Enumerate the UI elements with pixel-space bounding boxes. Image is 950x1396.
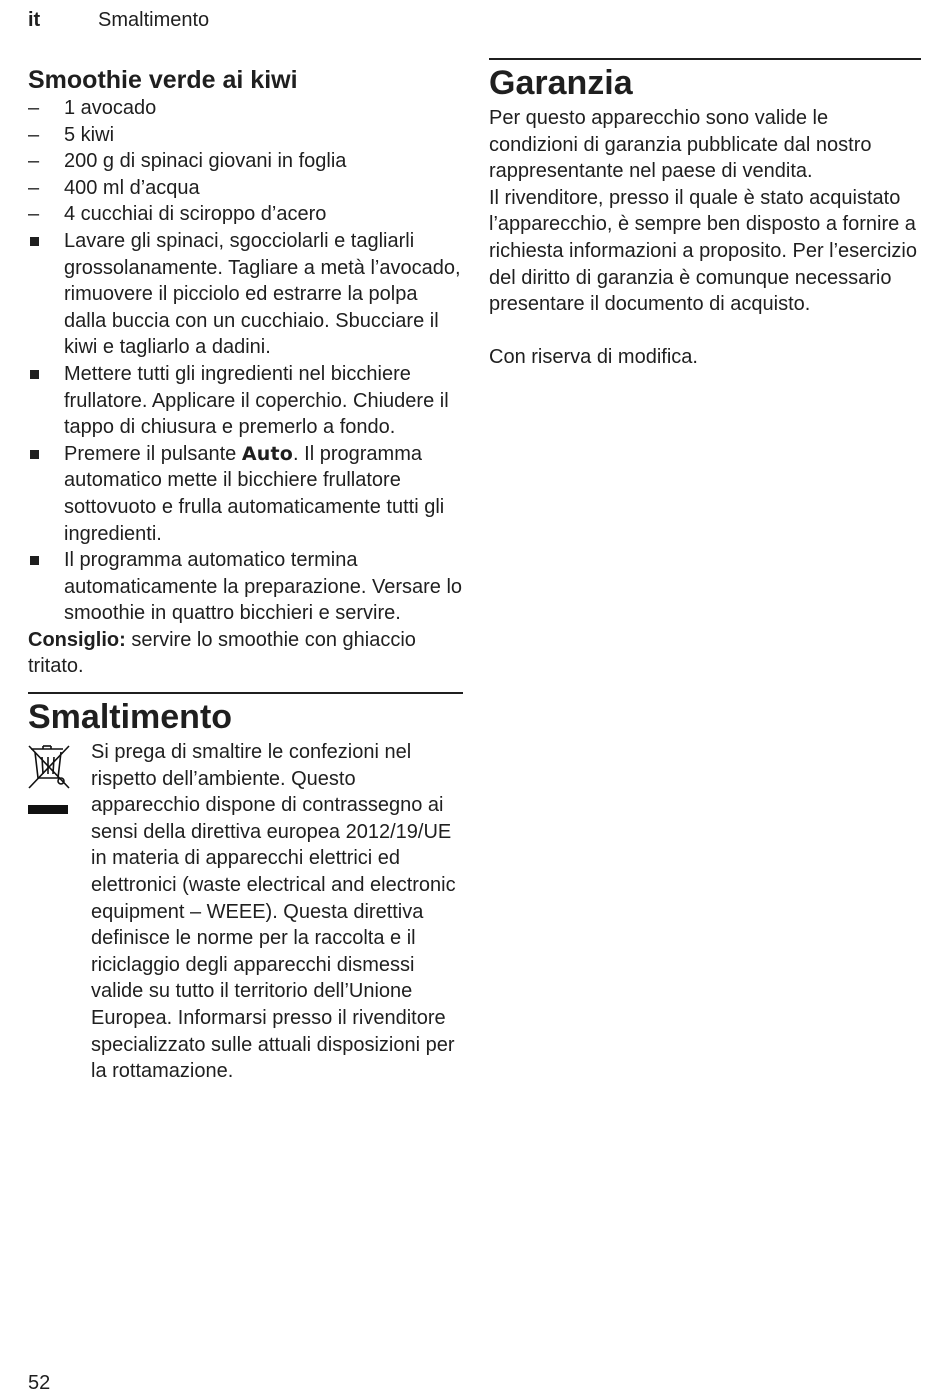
dash-marker: – (28, 123, 40, 146)
tip-label: Consiglio: (28, 628, 126, 651)
dash-marker: – (28, 97, 40, 119)
black-bar-marking (28, 805, 68, 814)
warranty-paragraph-2: Il rivenditore, presso il quale è stato acquistato l’apparecchio, è sempre ben disposto a fornire a richiesta informazioni a proposito. Per l’esercizio del diritto di garanzia è comunque necessario presentare il documento di acquisto. (489, 186, 917, 316)
left-column (28, 58, 463, 1085)
page-header (28, 7, 209, 33)
ingredient-item: – 4 cucchiai di sciroppo d’acero (28, 201, 463, 228)
tip-text: servire lo smoothie con ghiaccio tritato. (28, 628, 416, 678)
square-bullet-icon (30, 450, 39, 459)
ingredient-item: – 5 kiwi (28, 122, 463, 149)
ingredient-item: – 400 ml d’acqua (28, 175, 463, 202)
step-item: Premere il pulsante Auto. Il programma automatico mette il bicchiere frullatore sottovuoto e frulla automaticamente tutti gli ingredienti. (28, 441, 463, 547)
page-number: 52 (28, 1372, 51, 1394)
ingredient-item: – 200 g di spinaci giovani in foglia (28, 148, 463, 175)
warranty-paragraph-1: Per questo apparecchio sono valide le condizioni di garanzia pubblicate dal nostro rappresentante nel paese di vendita. (489, 107, 872, 183)
section-divider (489, 58, 921, 60)
ingredient-list (28, 95, 463, 228)
dash-marker: – (28, 150, 40, 173)
step-item: Lavare gli spinaci, sgocciolarli e tagliarli grossolanamente. Tagliare a metà l’avocado, rimuovere il picciolo ed estrarre la polpa dalla buccia con un cucchiaio. Sbucciare il kiwi e tagliarlo a dadini. (28, 228, 463, 361)
ingredient-item: – 1 avocado (28, 95, 463, 122)
square-bullet-icon (30, 237, 39, 246)
disposal-text: Si prega di smaltire le confezioni nel rispetto dell’ambiente. Questo apparecchio dispone di contrassegno ai sensi della direttiva europea 2012/19/UE in materia di apparecchi elettrici ed elettronici (waste electrical and electronic equipment – WEEE). Questa direttiva definisce le norme per la raccolta e il riciclaggio degli apparecchi dismessi valide su tutto il territorio dell’Unione Europea. Informarsi presso il rivenditore specializzato sulle attuali disposizioni per la rottamazione. (91, 741, 456, 1083)
tip (28, 627, 463, 680)
change-reservation-note: Con riserva di modifica. (489, 346, 698, 369)
step-item: Mettere tutti gli ingredienti nel bicchiere frullatore. Applicare il coperchio. Chiudere il tappo di chiusura e premerlo a fondo. (28, 361, 463, 441)
auto-button-label: Auto (241, 442, 294, 465)
crossed-out-wheeled-bin-icon (28, 743, 70, 814)
recipe-title: Smoothie verde ai kiwi (28, 66, 298, 94)
dash-marker: – (28, 176, 40, 199)
language-code: it (28, 9, 41, 31)
right-column (489, 58, 921, 371)
disposal-heading: Smaltimento (28, 698, 233, 737)
square-bullet-icon (30, 556, 39, 565)
square-bullet-icon (30, 370, 39, 379)
section-divider (28, 692, 463, 694)
dash-marker: – (28, 203, 40, 226)
disposal-section (28, 692, 463, 1085)
header-section-title: Smaltimento (98, 9, 210, 31)
disposal-body (28, 739, 463, 1085)
warranty-heading: Garanzia (489, 64, 633, 102)
step-item: Il programma automatico termina automaticamente la preparazione. Versare lo smoothie in quattro bicchieri e servire. (28, 547, 463, 627)
step-list (28, 228, 463, 627)
